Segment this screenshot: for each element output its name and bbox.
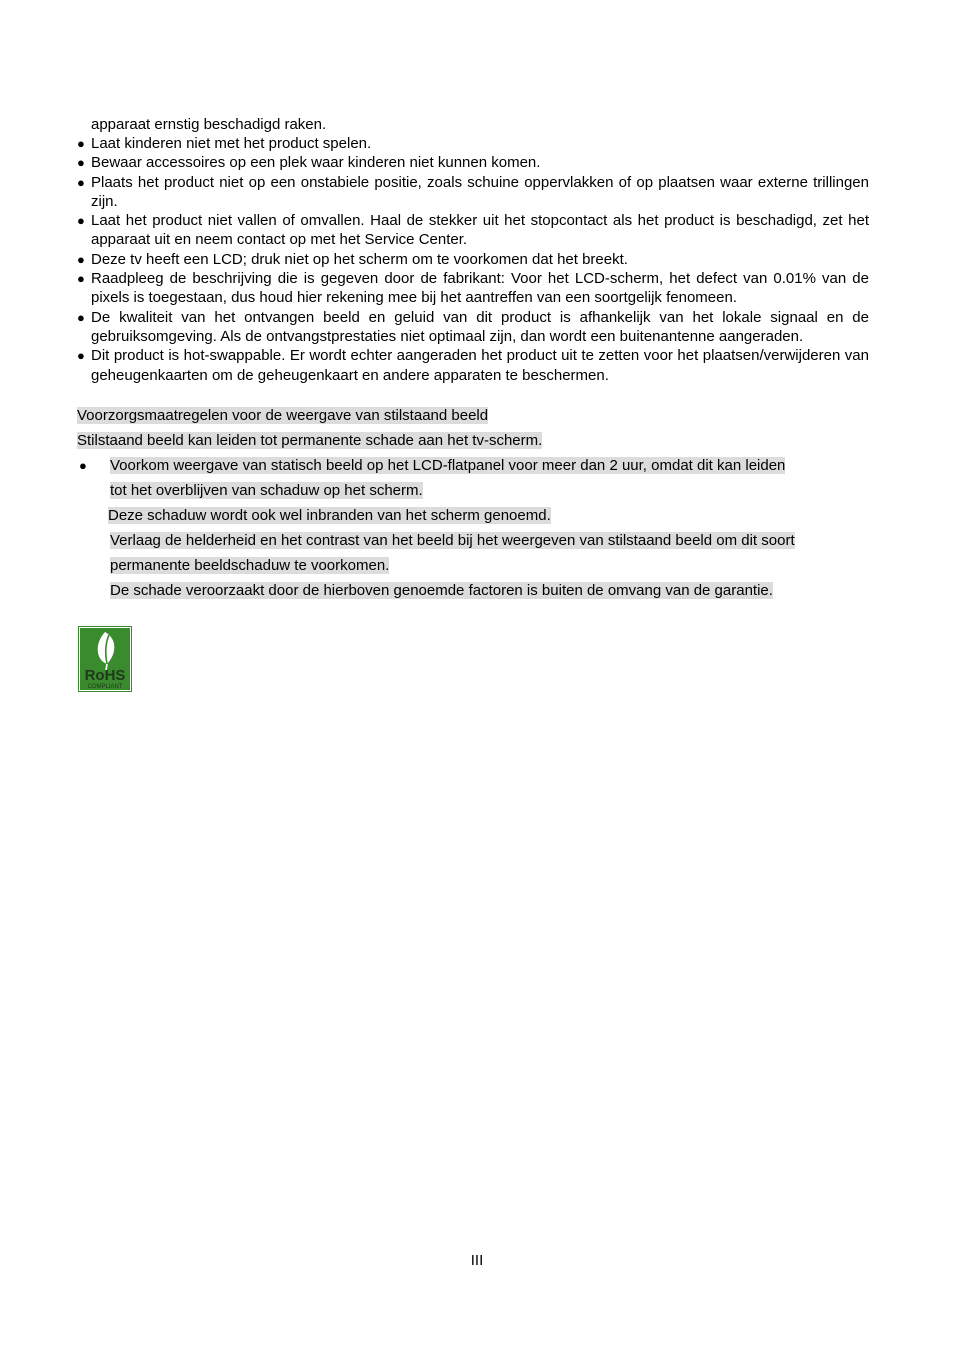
bullet-item [77, 211, 869, 250]
section-subtitle: Stilstaand beeld kan leiden tot permanente schade aan het tv-scherm. [77, 432, 543, 449]
bullet-dot: ● [77, 136, 85, 151]
bullet-dot: ● [77, 309, 85, 325]
bullet-item [77, 153, 869, 172]
bullet-dot: ● [77, 174, 85, 190]
bullet-text: Dit product is hot-swappable. Er wordt echter aangeraden het product uit te zetten voor het plaatsen/verwijderen van geheugenkaarten om de geheugenkaart en andere apparaten te beschermen. [91, 347, 869, 384]
bullet-dot: ● [77, 213, 85, 229]
page-number: III [470, 1252, 484, 1269]
bullet-item [77, 250, 869, 269]
bullet-text: Laat kinderen niet met het product spelen. [91, 135, 372, 152]
static-image-subheading [77, 431, 542, 450]
static-line-1: Voorkom weergave van statisch beeld op het LCD-flatpanel voor meer dan 2 uur, omdat dit kan leiden [110, 457, 786, 474]
bullet-item [77, 346, 869, 385]
continuation-text: apparaat ernstig beschadigd raken. [91, 116, 327, 133]
bullet-item [77, 269, 869, 308]
bullet-dot: ● [77, 348, 85, 364]
bullet-text: Plaats het product niet op een onstabiele positie, zoals schuine oppervlakken of op plaatsen waar externe trillingen zijn. [91, 173, 869, 210]
bullet-item [77, 134, 869, 153]
bullet-item [77, 173, 869, 212]
rohs-logo [78, 626, 132, 692]
static-line-4: Verlaag de helderheid en het contrast van het beeld bij het weergeven van stilstaand beeld om dit soort [110, 532, 795, 549]
safety-bullet-list [77, 134, 869, 385]
bullet-dot: ● [77, 271, 85, 287]
static-line-5: permanente beeldschaduw te voorkomen. [110, 557, 390, 574]
rohs-text: RoHS [84, 667, 126, 684]
section-title: Voorzorgsmaatregelen voor de weergave van stilstaand beeld [77, 407, 489, 424]
static-line-2: tot het overblijven van schaduw op het scherm. [110, 482, 423, 499]
bullet-text: Laat het product niet vallen of omvallen. Haal de stekker uit het stopcontact als het product is beschadigd, zet het apparaat uit en neem contact op met het Service Center. [91, 212, 869, 249]
static-image-heading [77, 406, 488, 425]
static-line-6: De schade veroorzaakt door de hierboven genoemde factoren is buiten de omvang van de garantie. [110, 582, 773, 599]
compliant-text: COMPLIANT [87, 684, 123, 690]
static-line-3: Deze schaduw wordt ook wel inbranden van het scherm genoemd. [108, 507, 551, 524]
bullet-text: Deze tv heeft een LCD; druk niet op het scherm om te voorkomen dat het breekt. [91, 250, 628, 268]
bullet-dot: ● [79, 458, 87, 473]
bullet-text: De kwaliteit van het ontvangen beeld en geluid van dit product is afhankelijk van het lokale signaal en de gebruiksomgeving. Als de ontvangstprestaties niet optimaal zijn, dan wordt een buitenantenne aangeraden. [91, 308, 869, 345]
bullet-dot: ● [77, 155, 85, 171]
bullet-item [77, 308, 869, 347]
bullet-text: Bewaar accessoires op een plek waar kinderen niet kunnen komen. [91, 154, 541, 172]
bullet-text: Raadpleeg de beschrijving die is gegeven door de fabrikant: Voor het LCD-scherm, het defect van 0.01% van de pixels is toegestaan, dus houd hier rekening mee bij het aantreffen van een soortgelijk fenomeen. [91, 270, 869, 307]
bullet-dot: ● [77, 251, 85, 267]
